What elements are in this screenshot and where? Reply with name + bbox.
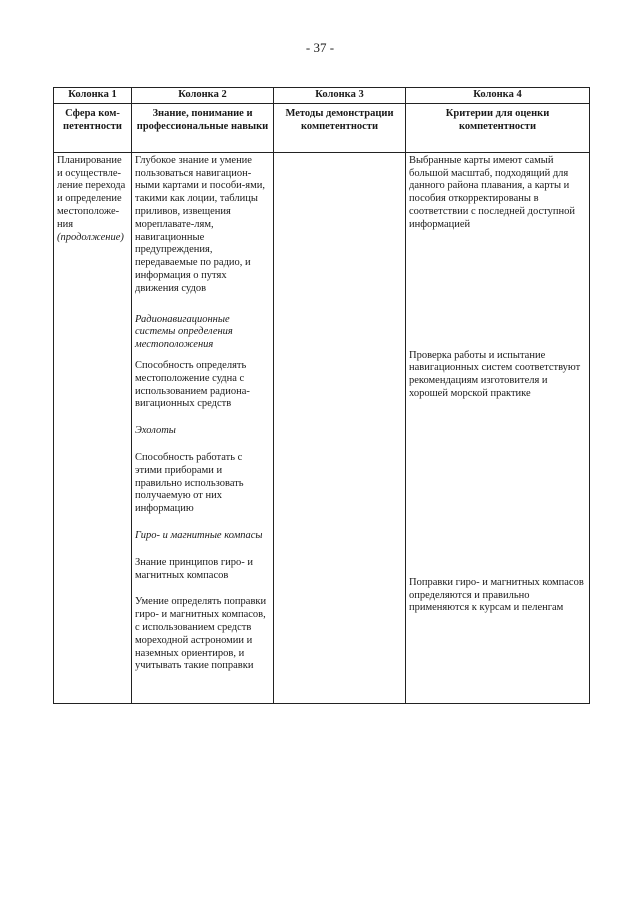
radio-check-criteria-text: Проверка работы и испытание навигационных систем соответствуют рекомендациям изготовителя и хорошей морской практике	[409, 349, 581, 399]
column-headers-row	[54, 103, 590, 152]
methods-cell	[274, 152, 406, 703]
competence-cell	[54, 152, 132, 703]
content-row	[54, 152, 590, 703]
header-knowledge: Знание, понимание и профессиональные навыки	[132, 103, 274, 152]
header-methods: Методы демонстрации компетентности	[274, 103, 406, 152]
competence-table	[53, 87, 590, 704]
radio-nav-skill-text: Способность определять местоположение судна с использованием радиона-вигационных средств	[135, 359, 250, 410]
competence-text: Планирование и осуществле-ление перехода и определение местоположе-ния	[57, 154, 126, 230]
charts-criteria-text: Выбранные карты имеют самый большой масштаб, подходящий для данного района плавания, а карты и пособия откорректированы в соответствии с последней доступной информацией	[409, 154, 575, 230]
col-number-3: Колонка 3	[274, 88, 406, 104]
header-competence-area: Сфера ком-петентности	[54, 103, 132, 152]
radio-nav-heading: Радионавигационные системы определения местоположения	[135, 313, 233, 351]
column-numbers-row	[54, 88, 590, 104]
col-number-4: Колонка 4	[406, 88, 590, 104]
col-number-1: Колонка 1	[54, 88, 132, 104]
col-number-2: Колонка 2	[132, 88, 274, 104]
page-number: - 37 -	[305, 40, 335, 55]
compasses-heading: Гиро- и магнитные компасы	[135, 529, 263, 541]
knowledge-cell	[132, 152, 274, 703]
criteria-cell	[406, 152, 590, 703]
echo-skill-text: Способность работать с этими приборами и правильно использовать получаемую от них информацию	[135, 451, 244, 515]
continued-note: (продолжение)	[57, 231, 124, 243]
echo-sounders-heading: Эхолоты	[135, 425, 176, 437]
header-criteria: Критерии для оценки компетентности	[406, 103, 590, 152]
compass-skill-text: Умение определять поправки гиро- и магнитных компасов, с использованием средств мореходной астрономии и наземных ориентиров, и учитывать такие поправки	[135, 596, 267, 672]
charts-knowledge-text: Глубокое знание и умение пользоваться навигацион-ными картами и пособи-ями, такими как лоции, таблицы приливов, извещения мореплавате-лям, навигационные предупреждения, передаваемые по радио, и информация о путях движения судов	[135, 154, 266, 294]
compass-criteria-text: Поправки гиро- и магнитных компасов определяются и правильно применяются к курсам и пеленгам	[409, 576, 584, 614]
compass-knowledge-text: Знание принципов гиро- и магнитных компасов	[135, 556, 254, 581]
